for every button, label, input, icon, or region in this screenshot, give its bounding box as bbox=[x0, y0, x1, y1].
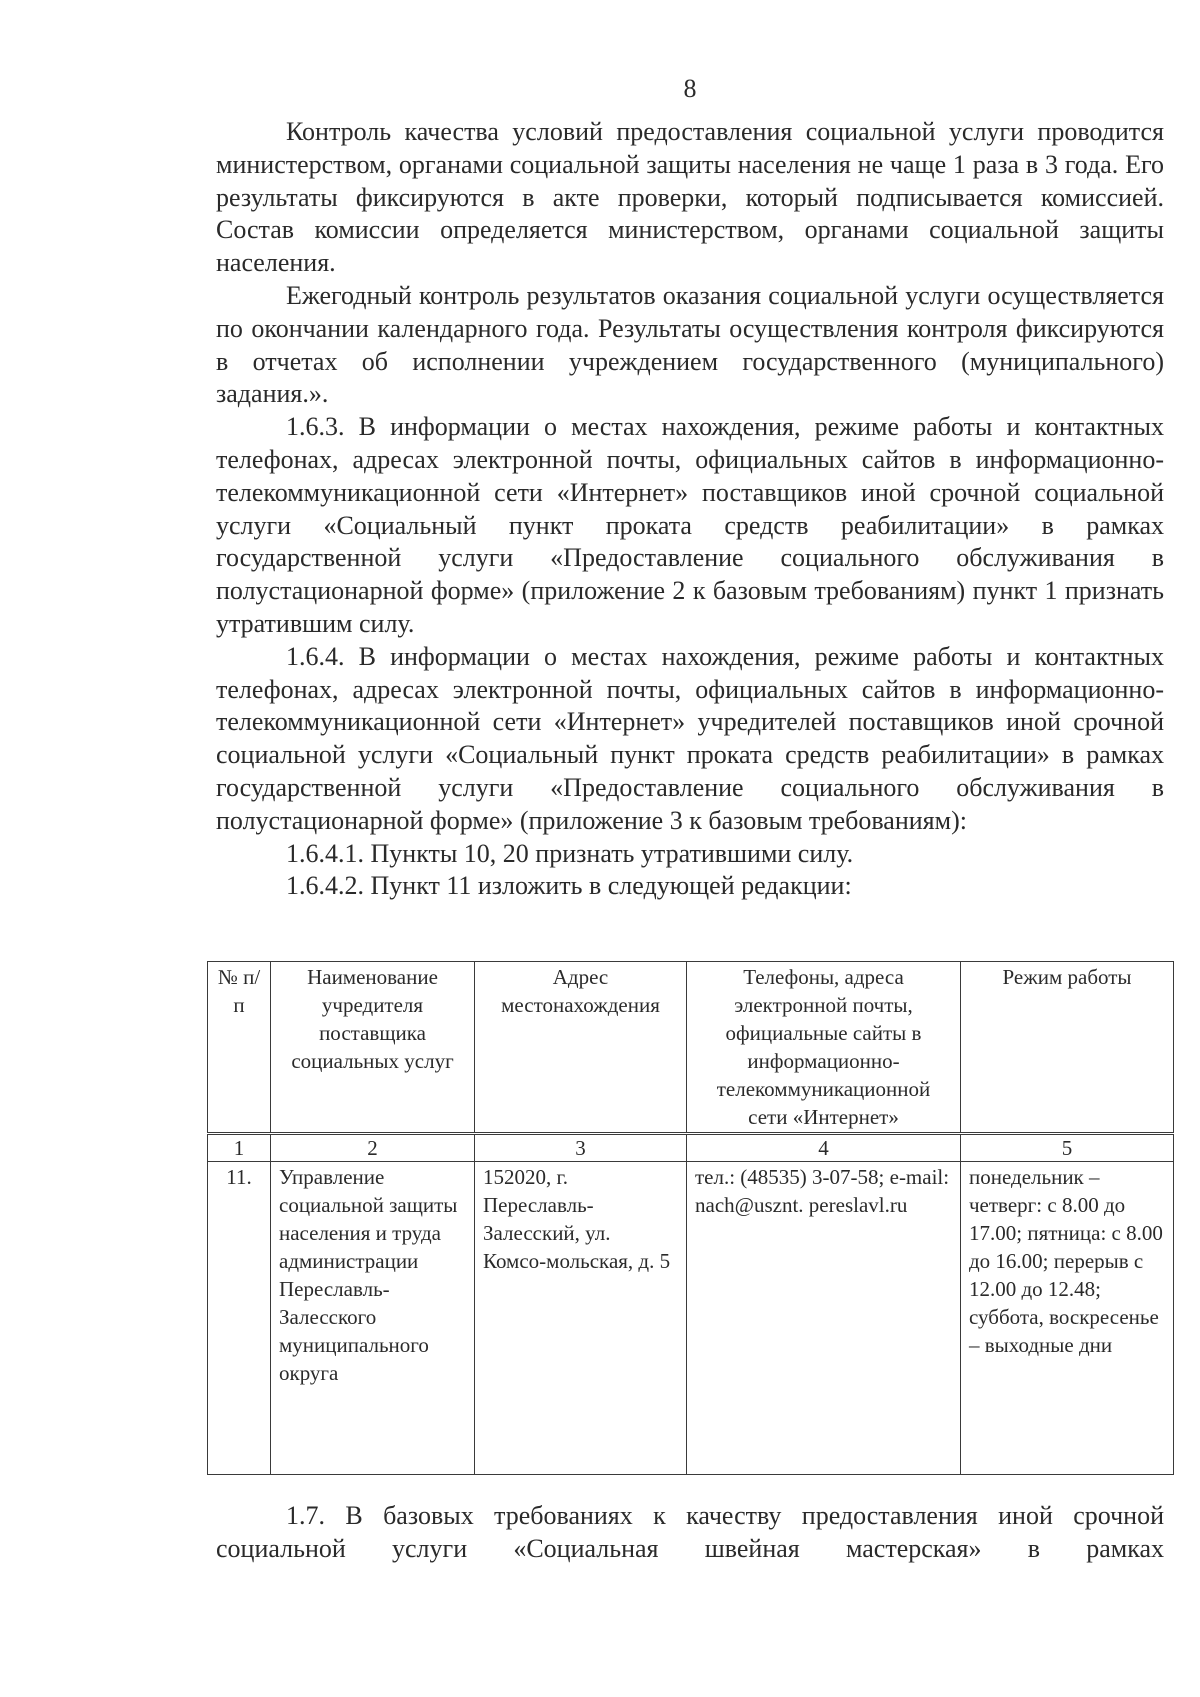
header-number: № п/п bbox=[208, 962, 271, 1134]
header-schedule: Режим работы bbox=[961, 962, 1174, 1134]
row-address-cell: 152020, г. Переславль-Залесский, ул. Комсо-мольская, д. 5 bbox=[475, 1162, 687, 1475]
table-column-numbers-row bbox=[208, 1134, 1174, 1162]
paragraph-1-6-4-1: 1.6.4.1. Пункты 10, 20 признать утратившими силу. bbox=[286, 838, 854, 868]
founders-table-wrapper bbox=[207, 961, 1173, 1475]
column-number-2: 2 bbox=[271, 1134, 475, 1162]
table-header-row bbox=[208, 962, 1174, 1134]
paragraph-1-6-4: 1.6.4. В информации о местах нахождения, режиме работы и контактных телефонах, адресах электронной почты, официальных сайтов в информационно-телекоммуникационной сети «Интернет» учредителей поставщиков иной срочной социальной услуги «Социальный пункт проката средств реабилитации» в рамках государственной услуги «Предоставление социального обслуживания в полустационарной форме» (приложение 3 к базовым требованиям): bbox=[216, 641, 1164, 835]
row-founder-name-cell: Управление социальной защиты населения и труда администрации Переславль-Залесского муниципального округа bbox=[271, 1162, 475, 1475]
header-contacts: Телефоны, адреса электронной почты, официальные сайты в информационно-телекоммуникационной сети «Интернет» bbox=[687, 962, 961, 1134]
paragraph-1-7: 1.7. В базовых требованиях к качеству предоставления иной срочной социальной услуги «Социальная швейная мастерская» в рамках bbox=[216, 1501, 1164, 1563]
header-founder-name: Наименование учредителя поставщика социальных услуг bbox=[271, 962, 475, 1134]
paragraph-annual-control: Ежегодный контроль результатов оказания социальной услуги осуществляется по окончании календарного года. Результаты осуществления контроля фиксируются в отчетах об исполнении учреждением государственного (муниципального) задания.». bbox=[216, 280, 1164, 409]
column-number-1: 1 bbox=[208, 1134, 271, 1162]
row-schedule-cell: понедельник – четверг: с 8.00 до 17.00; пятница: с 8.00 до 16.00; перерыв с 12.00 до 12.48; суббота, воскресенье – выходные дни bbox=[961, 1162, 1174, 1475]
table-row bbox=[208, 1162, 1174, 1475]
column-number-3: 3 bbox=[475, 1134, 687, 1162]
paragraph-1-6-3: 1.6.3. В информации о местах нахождения, режиме работы и контактных телефонах, адресах электронной почты, официальных сайтов в информационно-телекоммуникационной сети «Интернет» поставщиков иной срочной социальной услуги «Социальный пункт проката средств реабилитации» в рамках государственной услуги «Предоставление социального обслуживания в полустационарной форме» (приложение 2 к базовым требованиям) пункт 1 признать утратившим силу. bbox=[216, 412, 1164, 638]
row-number-cell: 11. bbox=[208, 1162, 271, 1475]
paragraph-quality-control: Контроль качества условий предоставления социальной услуги проводится министерством, органами социальной защиты населения не чаще 1 раза в 3 года. Его результаты фиксируются в акте проверки, который подписывается комиссией. Состав комиссии определяется министерством, органами социальной защиты населения. bbox=[216, 117, 1164, 278]
column-number-5: 5 bbox=[961, 1134, 1174, 1162]
paragraph-1-6-4-2: 1.6.4.2. Пункт 11 изложить в следующей редакции: bbox=[286, 871, 852, 901]
bottom-text bbox=[216, 1500, 1164, 1566]
row-contacts-cell: тел.: (48535) 3-07-58; e-mail: nach@usznt. pereslavl.ru bbox=[687, 1162, 961, 1475]
page-number: 8 bbox=[683, 74, 697, 103]
column-number-4: 4 bbox=[687, 1134, 961, 1162]
body-text bbox=[216, 116, 1164, 903]
founders-table bbox=[207, 961, 1174, 1475]
header-address: Адрес местонахождения bbox=[475, 962, 687, 1134]
